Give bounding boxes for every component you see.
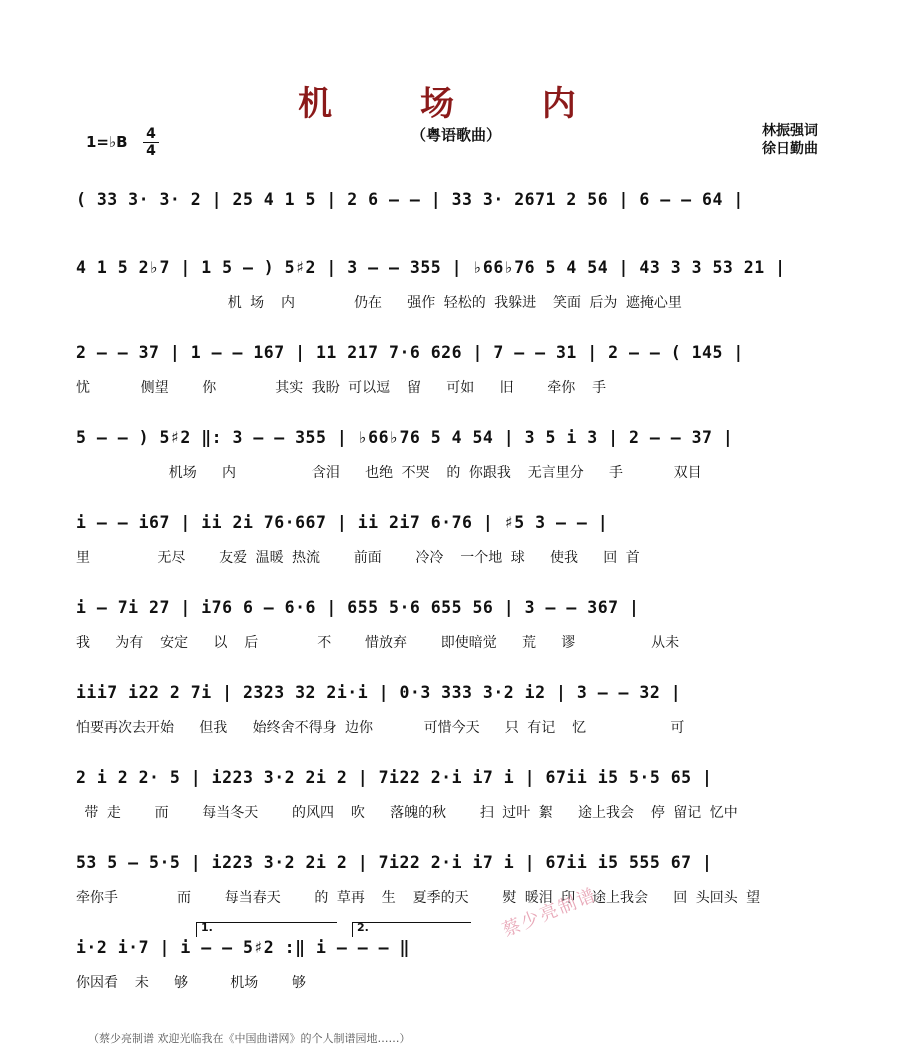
notation-row-3: 2 — — 37 | 1 — — 167 | 11 217 7·6 626 | 7 — — 31 | 2 — — ( 145 | <box>76 343 744 362</box>
volta-label-2: 2. <box>357 921 369 934</box>
song-title: 机 场 内 <box>298 84 614 124</box>
composer-credit: 徐日勤曲 <box>762 141 818 157</box>
notation-row-4: 5 — — ) 5♯2 ‖: 3 — — 355 | ♭66♭76 5 4 54 | 3 5 i 3 | 2 — — 37 | <box>76 428 734 447</box>
time-signature-top: 4 <box>146 126 156 142</box>
lyric-row-6: 我 为有 安定 以 后 不 惜放弃 即使暗觉 荒 谬 从未 <box>76 635 680 651</box>
volta-label-1: 1. <box>201 921 213 934</box>
volta-second-ending <box>352 922 471 937</box>
lyric-row-9: 牵你手 而 每当春天 的 草再 生 夏季的天 熨 暖泪 印 途上我会 回 头回头 望 <box>76 890 761 906</box>
footnote: （蔡少亮制谱 欢迎光临我在《中国曲谱网》的个人制谱园地……） <box>88 1032 411 1044</box>
notation-row-10: i·2 i·7 | i — — 5♯2 :‖ i — — — ‖ <box>76 938 410 957</box>
watermark: 蔡少亮制谱 <box>499 884 601 942</box>
lyric-row-2: 机 场 内 仍在 强作 轻松的 我躲进 笑面 后为 遮掩心里 <box>76 295 682 311</box>
credits <box>762 122 818 158</box>
lyricist-credit: 林振强词 <box>762 123 818 139</box>
notation-row-9: 53 5 — 5·5 | i223 3·2 2i 2 | 7i22 2·i i7 i | 67ii i5 555 67 | <box>76 853 713 872</box>
notation-row-1: ( 33 3· 3· 2 | 25 4 1 5 | 2 6 — — | 33 3· 2671 2 56 | 6 — — 64 | <box>76 190 744 209</box>
volta-first-ending <box>196 922 337 937</box>
key-signature: 1=♭B <box>86 133 128 151</box>
notation-row-8: 2 i 2 2· 5 | i223 3·2 2i 2 | 7i22 2·i i7 i | 67ii i5 5·5 65 | <box>76 768 713 787</box>
lyric-row-7: 怕要再次去开始 但我 始终舍不得身 边你 可惜今天 只 有记 忆 可 <box>76 720 685 736</box>
notation-row-2: 4 1 5 2♭7 | 1 5 — ) 5♯2 | 3 — — 355 | ♭66♭76 5 4 54 | 43 3 3 53 21 | <box>76 258 786 277</box>
notation-row-5: i — — i67 | ii 2i 76·667 | ii 2i7 6·76 | ♯5 3 — — | <box>76 513 609 532</box>
lyric-row-5: 里 无尽 友爱 温暖 热流 前面 冷冷 一个地 球 使我 回 首 <box>76 550 640 566</box>
lyric-row-10: 你因看 未 够 机场 够 <box>76 975 307 991</box>
time-signature <box>143 127 159 158</box>
lyric-row-8: 带 走 而 每当冬天 的风四 吹 落魄的秋 扫 过叶 絮 途上我会 停 留记 忆中 <box>76 805 738 821</box>
lyric-row-3: 忧 侧望 你 其实 我盼 可以逗 留 可如 旧 牵你 手 <box>76 380 607 396</box>
notation-row-7: iii7 i22 2 7i | 2323 32 2i·i | 0·3 333 3·2 i2 | 3 — — 32 | <box>76 683 682 702</box>
time-signature-bottom: 4 <box>146 143 156 159</box>
lyric-row-4: 机场 内 含泪 也绝 不哭 的 你跟我 无言里分 手 双目 <box>76 465 702 481</box>
notation-row-6: i — 7i 27 | i76 6 — 6·6 | 655 5·6 655 56 | 3 — — 367 | <box>76 598 640 617</box>
song-subtitle: （粤语歌曲） <box>410 126 501 144</box>
